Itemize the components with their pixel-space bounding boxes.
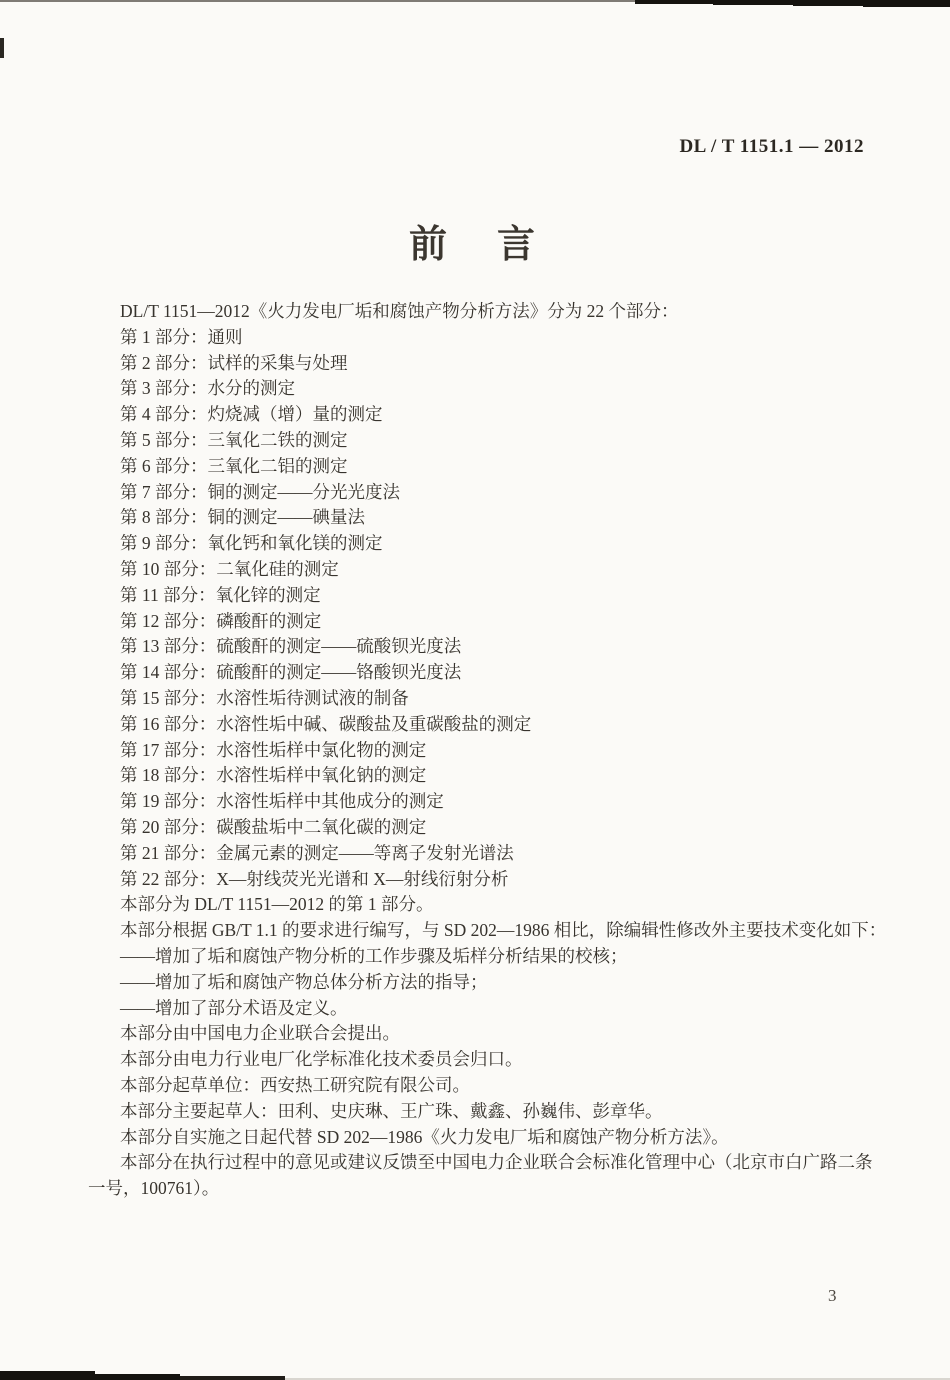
foreword-line: 第 18 部分：水溶性垢样中氧化钠的测定 <box>120 765 427 786</box>
foreword-line: 第 5 部分：三氧化二铁的测定 <box>120 429 348 450</box>
foreword-line: 第 6 部分：三氧化二铝的测定 <box>120 455 348 476</box>
scan-artifact-top-edge <box>635 0 713 4</box>
foreword-body <box>88 299 906 1202</box>
foreword-line: 一号，100761）。 <box>88 1178 220 1199</box>
scan-artifact-bottom-edge <box>0 1371 95 1380</box>
foreword-line: 第 8 部分：铜的测定——碘量法 <box>120 507 365 528</box>
foreword-line: 第 16 部分：水溶性垢中碱、碳酸盐及重碳酸盐的测定 <box>120 713 532 734</box>
foreword-line: 本部分由电力行业电厂化学标准化技术委员会归口。 <box>120 1049 523 1070</box>
foreword-line: 本部分根据 GB/T 1.1 的要求进行编写，与 SD 202—1986 相比，除编辑性修改外主要技术变化如下： <box>120 920 887 941</box>
foreword-line: 本部分在执行过程中的意见或建议反馈至中国电力企业联合会标准化管理中心（北京市白广路二条 <box>120 1152 873 1173</box>
foreword-line: 第 2 部分：试样的采集与处理 <box>120 352 348 373</box>
foreword-line: 第 15 部分：水溶性垢待测试液的制备 <box>120 687 409 708</box>
scan-artifact-bottom-edge <box>95 1374 180 1380</box>
foreword-line: ——增加了垢和腐蚀产物分析的工作步骤及垢样分析结果的校核； <box>120 945 628 966</box>
standard-number-header: DL / T 1151.1 — 2012 <box>679 136 864 157</box>
foreword-line: 第 19 部分：水溶性垢样中其他成分的测定 <box>120 791 444 812</box>
foreword-line: 第 4 部分：灼烧减（增）量的测定 <box>120 404 383 425</box>
foreword-line: ——增加了垢和腐蚀产物总体分析方法的指导； <box>120 971 488 992</box>
foreword-line: 第 7 部分：铜的测定——分光光度法 <box>120 481 400 502</box>
foreword-line: 第 9 部分：氧化钙和氧化镁的测定 <box>120 533 383 554</box>
foreword-line: 第 1 部分：通则 <box>120 326 243 347</box>
foreword-line: 第 14 部分：硫酸酐的测定——铬酸钡光度法 <box>120 662 462 683</box>
scan-artifact-bottom-edge <box>180 1376 285 1380</box>
scan-artifact-top-edge <box>793 0 863 6</box>
page-title: 前 言 <box>408 222 541 266</box>
foreword-line: 本部分主要起草人：田利、史庆琳、王广珠、戴鑫、孙巍伟、彭章华。 <box>120 1100 663 1121</box>
foreword-line: DL/T 1151—2012《火力发电厂垢和腐蚀产物分析方法》分为 22 个部分： <box>120 301 679 321</box>
page-number: 3 <box>828 1286 837 1305</box>
foreword-line: 第 11 部分：氧化锌的测定 <box>120 584 321 605</box>
scan-artifact-left-mark <box>0 38 4 58</box>
scan-artifact-top-edge <box>713 0 793 5</box>
scan-artifact-top-edge <box>863 0 950 7</box>
foreword-line: 本部分自实施之日起代替 SD 202—1986《火力发电厂垢和腐蚀产物分析方法》。 <box>120 1126 729 1147</box>
foreword-line: 第 22 部分：X—射线荧光光谱和 X—射线衍射分析 <box>120 868 509 889</box>
foreword-line: ——增加了部分术语及定义。 <box>120 997 348 1018</box>
foreword-line: 第 12 部分：磷酸酐的测定 <box>120 610 322 631</box>
foreword-line: 第 10 部分：二氧化硅的测定 <box>120 558 339 579</box>
foreword-line: 本部分由中国电力企业联合会提出。 <box>120 1023 400 1044</box>
foreword-line: 第 20 部分：碳酸盐垢中二氧化碳的测定 <box>120 816 427 837</box>
foreword-line: 本部分为 DL/T 1151—2012 的第 1 部分。 <box>120 894 434 915</box>
foreword-line: 第 3 部分：水分的测定 <box>120 378 295 399</box>
foreword-line: 第 17 部分：水溶性垢样中氯化物的测定 <box>120 739 427 760</box>
foreword-line: 第 21 部分：金属元素的测定——等离子发射光谱法 <box>120 842 514 863</box>
foreword-line: 第 13 部分：硫酸酐的测定——硫酸钡光度法 <box>120 636 462 657</box>
foreword-line: 本部分起草单位：西安热工研究院有限公司。 <box>120 1074 470 1095</box>
